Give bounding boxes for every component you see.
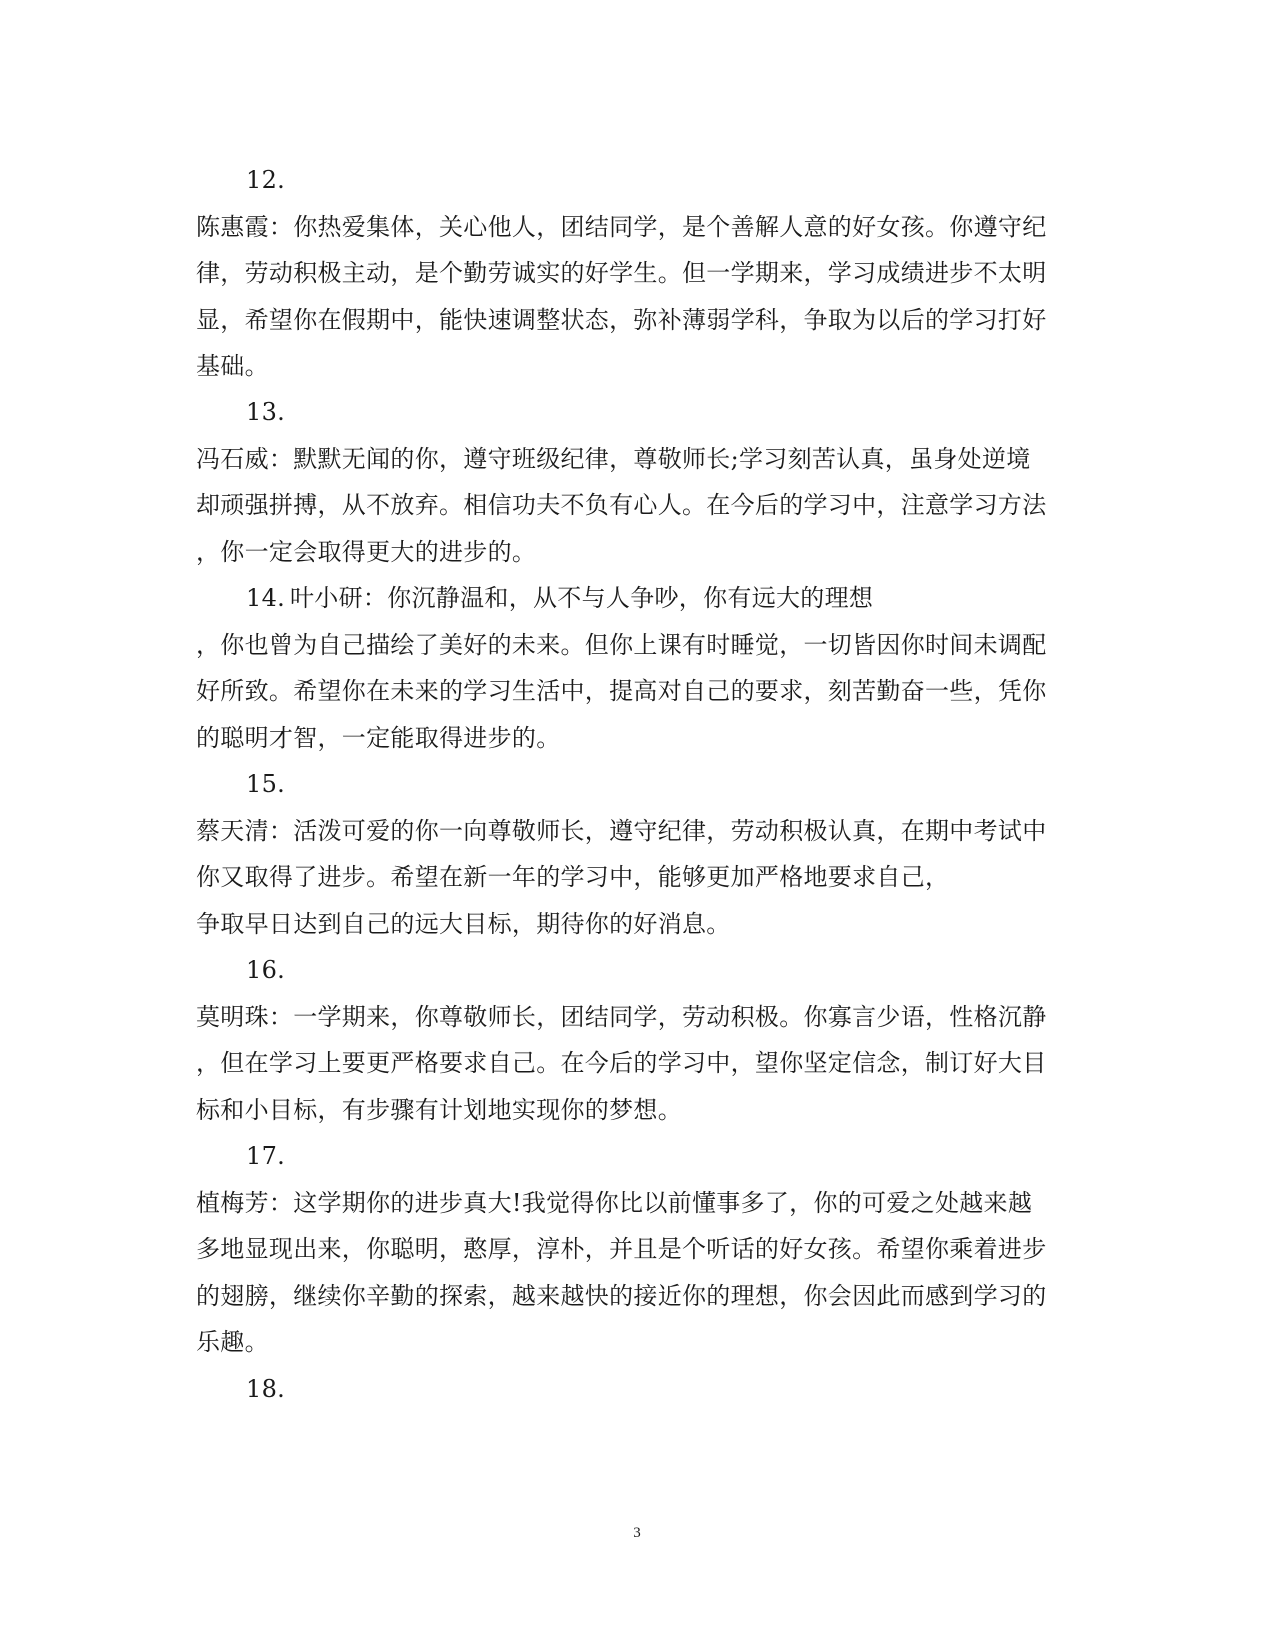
entry-text-line: 陈惠霞：你热爱集体，关心他人，团结同学，是个善解人意的好女孩。你遵守纪	[196, 213, 1047, 241]
entry-text-line: 律，劳动积极主动，是个勤劳诚实的好学生。但一学期来，学习成绩进步不太明	[196, 259, 1047, 287]
entry-text-line: 显，希望你在假期中，能快速调整状态，弥补薄弱学科，争取为以后的学习打好	[196, 306, 1047, 334]
entry-text-line: 蔡天清：活泼可爱的你一向尊敬师长，遵守纪律，劳动积极认真，在期中考试中	[196, 817, 1047, 845]
entry-text-line: 却顽强拼搏，从不放弃。相信功夫不负有心人。在今后的学习中，注意学习方法	[196, 491, 1047, 519]
entry-text-line: 好所致。希望你在未来的学习生活中，提高对自己的要求，刻苦勤奋一些，凭你	[196, 677, 1047, 705]
entry-text-line: ，你一定会取得更大的进步的。	[196, 538, 537, 566]
entry-text-line: ，但在学习上要更严格要求自己。在今后的学习中，望你坚定信念，制订好大目	[196, 1049, 1047, 1077]
entry-text-line: 叶小研：你沉静温和，从不与人争吵，你有远大的理想	[290, 584, 874, 612]
entry-text-line: 基础。	[196, 352, 269, 380]
entry-number: 13.	[246, 398, 286, 426]
entry-text-line: 你又取得了进步。希望在新一年的学习中，能够更加严格地要求自己，	[196, 863, 950, 891]
entry-text-line: 标和小目标，有步骤有计划地实现你的梦想。	[196, 1096, 682, 1124]
entry-text-line: 植梅芳：这学期你的进步真大!我觉得你比以前懂事多了，你的可爱之处越来越	[196, 1189, 1033, 1217]
entry-text-line: 的聪明才智，一定能取得进步的。	[196, 724, 561, 752]
entry-number: 12.	[246, 166, 286, 194]
entry-text-line: 争取早日达到自己的远大目标，期待你的好消息。	[196, 910, 731, 938]
entry-number: 14.	[246, 584, 286, 612]
page-number: 3	[633, 1525, 641, 1541]
entry-number: 17.	[246, 1142, 286, 1170]
entry-text-line: 乐趣。	[196, 1328, 269, 1356]
entry-text-line: 的翅膀，继续你辛勤的探索，越来越快的接近你的理想，你会因此而感到学习的	[196, 1282, 1047, 1310]
entry-text-line: 冯石威：默默无闻的你，遵守班级纪律，尊敬师长;学习刻苦认真，虽身处逆境	[196, 445, 1031, 473]
entry-text-line: 莫明珠：一学期来，你尊敬师长，团结同学，劳动积极。你寡言少语，性格沉静	[196, 1003, 1047, 1031]
entry-number: 18.	[246, 1375, 286, 1403]
entry-number: 15.	[246, 770, 286, 798]
entry-number: 16.	[246, 956, 286, 984]
entry-text-line: 多地显现出来，你聪明，憨厚，淳朴，并且是个听话的好女孩。希望你乘着进步	[196, 1235, 1047, 1263]
entry-text-line: ，你也曾为自己描绘了美好的未来。但你上课有时睡觉，一切皆因你时间未调配	[196, 631, 1047, 659]
